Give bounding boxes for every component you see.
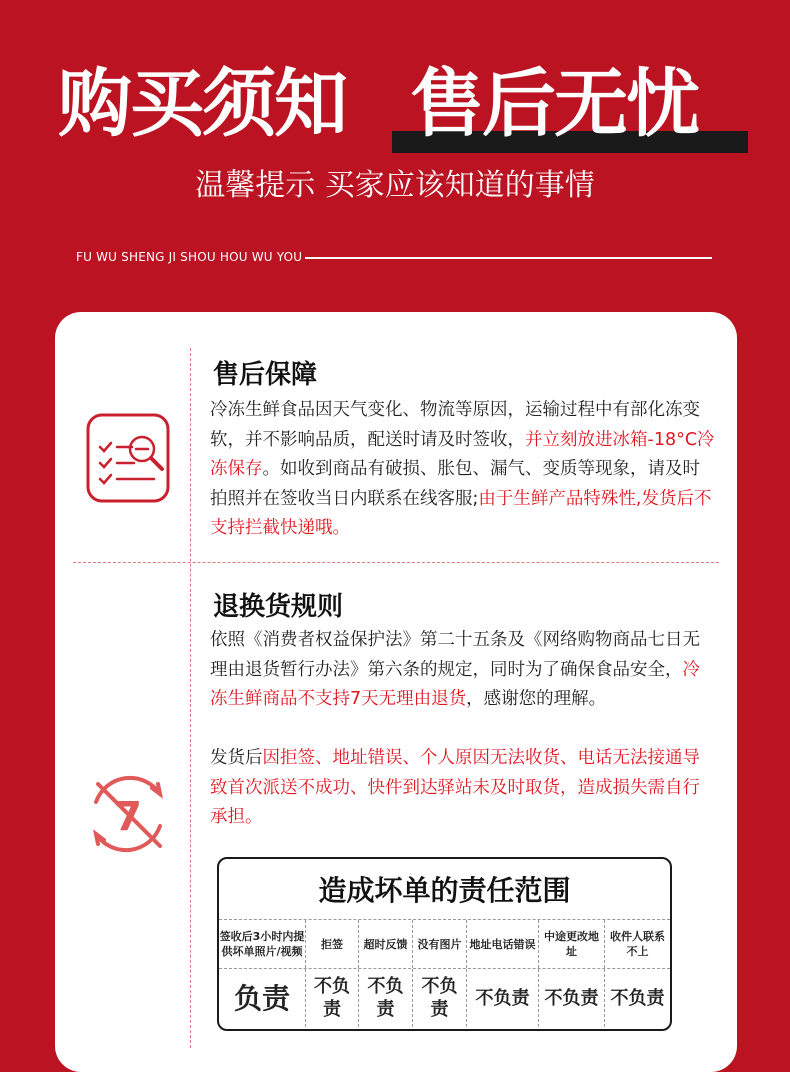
header-pinyin: FU WU SHENG JI SHOU HOU WU YOU [76,250,303,264]
returns-title: 退换货规则 [213,592,344,622]
header-divider [305,257,712,259]
after-sales-text-1: 冷冻生鲜食品因天气变化、物流等原因，运输过程中有部化冻变软，并不影响品质，配送时请及时签收， [210,400,700,450]
table-value-cell: 负责 [219,969,306,1027]
returns-text-2a: 发货后 [210,748,263,768]
table-value-cell: 不负责 [610,987,665,1009]
table-header-cell: 超时反馈 [359,920,413,968]
card-vertical-divider [190,348,191,1048]
table-value-cell: 不负责 [467,969,539,1027]
after-sales-text-3: 。如收到商品有破损、胀包、漏气、变质等现象，请及时拍照并在签收当日内联系在线客服; [210,459,700,509]
returns-text-1b: ，感谢您的理解。 [466,689,607,709]
table-header-cell: 拒签 [306,920,359,968]
card-horizontal-divider [73,562,719,563]
header-subtitle: 温馨提示 买家应该知道的事情 [195,168,595,203]
table-value-cell: 不负责 [539,969,605,1027]
table-value-cell: 不负责 [359,969,413,1027]
table-header-cell: 没有图片 [413,920,467,968]
table-header-cell: 中途更改地址 [539,920,605,968]
returns-text-1 [210,626,715,715]
responsibility-table [217,857,672,1031]
table-value-cell: 不负责 [413,969,467,1027]
table-title: 造成坏单的责任范围 [318,874,571,907]
table-header-row [219,919,670,969]
returns-text-1-red: 冷冻生鲜商品不支持7天无理由退货 [210,659,700,709]
after-sales-text-2: 并立刻放进冰箱-18°C冷冻保存 [210,429,715,479]
table-header-cell: 收件人联系不上 [610,930,665,958]
no-7-day-return-icon [76,762,180,866]
svg-text:7: 7 [114,794,142,840]
returns-text-1a: 依照《消费者权益保护法》第二十五条及《网络购物商品七日无理由退货暂行办法》第六条的规定，同时为了确保食品安全， [210,630,700,680]
table-header-cell: 地址电话错误 [467,920,539,968]
table-value-row [219,969,670,1027]
table-value-cell: 不负责 [306,969,359,1027]
after-sales-text-4: 由于生鲜产品特殊性,发货后不支持拦截快递哦。 [210,488,712,538]
after-sales-title: 售后保障 [213,360,318,390]
header-title [0,55,790,165]
title-purchase-notice: 购买须知 [58,61,346,147]
table-header-cell: 签收后3小时内提供坏单照片/视频 [219,920,306,968]
title-after-sales: 售后无忧 [410,61,698,147]
checklist-magnifier-icon [86,413,170,503]
after-sales-text [210,396,715,544]
returns-text-2 [210,744,715,833]
returns-text-2-red: 因拒签、地址错误、个人原因无法收货、电话无法接通导致首次派送不成功、快件到达驿站未及时取货，造成损失需自行承担。 [210,748,700,827]
